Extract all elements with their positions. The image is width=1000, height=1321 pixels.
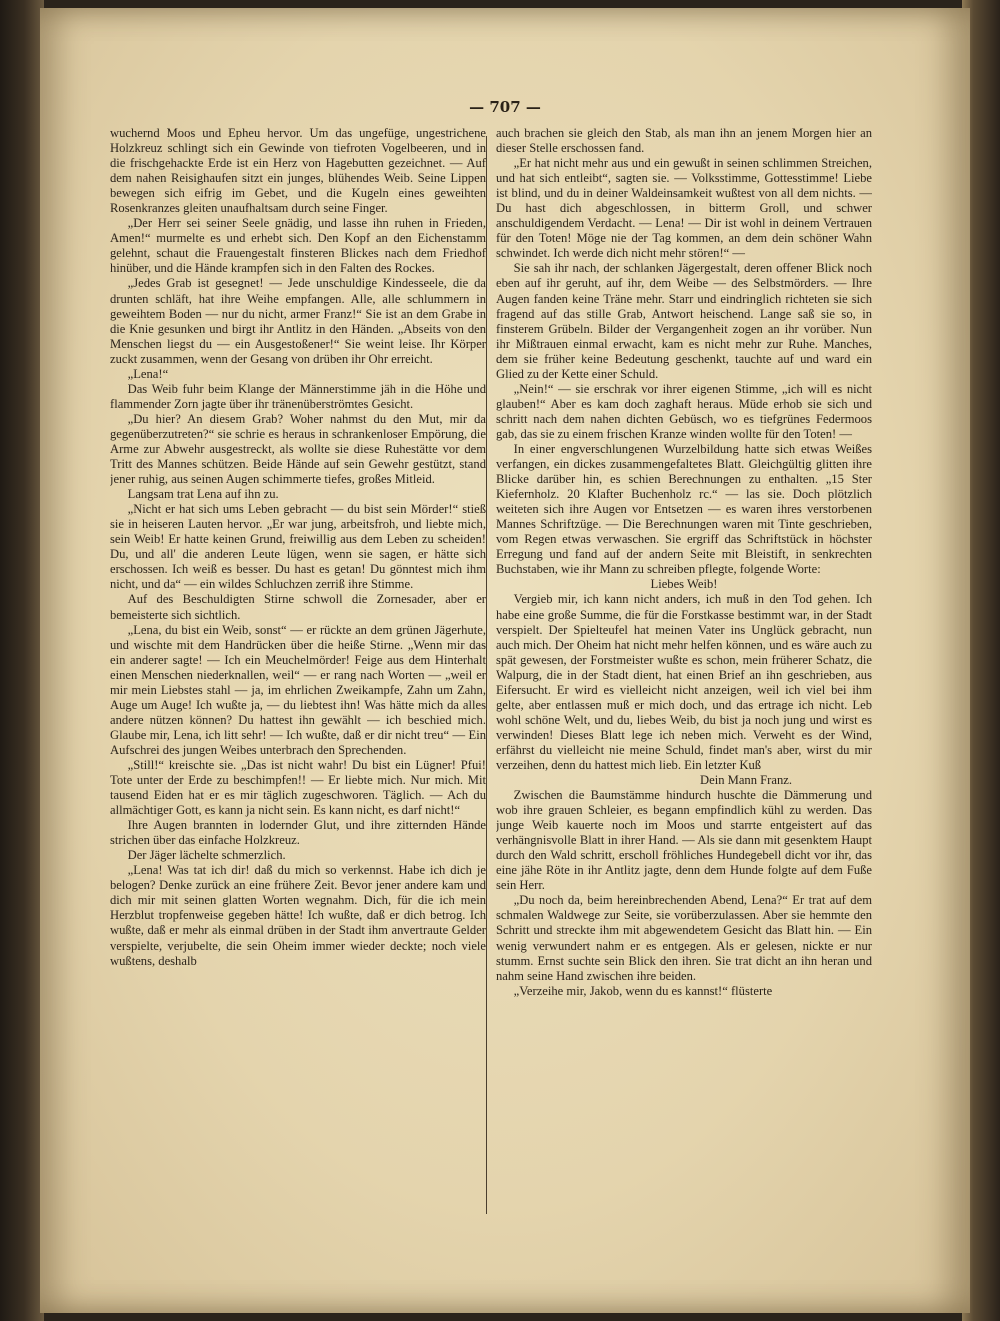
paragraph: „Lena! Was tat ich dir! daß du mich so verkennst. Habe ich dich je belogen? Denke zurück an eine frühere Zeit. Bevor jener andere kam und dich mir mit seinen glatten Worten wegnahm. Dich, für die ich mein Herzblut tropfenweise gegeben hätte! Ich wußte, daß er dich betrog. Ich wußte, daß er mehr als einmal drüben in der Stadt ihm anvertraute Gelder verspielte, verjubelte, die sein Oheim immer wieder deckte; noch viele wußtens, deshalb xyxy=(110,863,486,968)
paragraph: Ihre Augen brannten in lodernder Glut, und ihre zitternden Hände strichen über das einfache Holzkreuz. xyxy=(110,818,486,848)
paragraph: „Er hat nicht mehr aus und ein gewußt in seinen schlimmen Streichen, und hat sich entleibt“, sagten sie. — Volksstimme, Gottesstimme! Liebe ist blind, und du in deiner Waldeinsamkeit wußtest von all dem nichts. — Du hast dich abgeschlossen, in bitterm Groll, und schwer anschuldigendem Verdacht. — Lena! — Dir ist wohl in deinem Vertrauen für den Toten! Möge nie der Tag kommen, an dem dein schöner Wahn schwindet. Ich werde dich nicht mehr stören!“ — xyxy=(496,156,872,261)
paragraph: Liebes Weib! xyxy=(650,577,718,592)
left-text-column xyxy=(110,126,486,1226)
paragraph: „Still!“ kreischte sie. „Das ist nicht wahr! Du bist ein Lügner! Pfui! Tote unter der Erde zu beschimpfen!! — Er liebte mich. Nur mich. Mit tausend Eiden hat er es mir täglich zugeschworen. Täglich. — Ach du allmächtiger Gott, es kann ja nicht sein. Es kann nicht, es darf nicht!“ xyxy=(110,757,486,818)
paragraph: In einer engverschlungenen Wurzelbildung hatte sich etwas Weißes verfangen, ein dickes zusammengefaltetes Blatt. Gleichgültig glitten ihre Blicke darüber hin, es schien Berechnungen zu enthalten. „15 Ster Kiefernholz. 20 Klafter Buchenholz rc.“ — las sie. Doch plötzlich weiteten sich ihre Augen vor Entsetzen — es waren ihres verstorbenen Mannes Schriftzüge. — Die Berechnungen waren mit Tinte geschrieben, vom Regen etwas verwaschen. Sie ergriff das Schriftstück in höchster Erregung und fand auf der andern Seite mit Bleistift, in senkrechten Buchstaben, wie ihr Mann zu schreiben pflegte, folgende Worte: xyxy=(496,441,872,577)
right-text-column xyxy=(496,126,872,1216)
paragraph: Auf des Beschuldigten Stirne schwoll die Zornesader, aber er bemeisterte sich sichtlich. xyxy=(110,592,486,622)
paragraph: Das Weib fuhr beim Klange der Männerstimme jäh in die Höhe und flammender Zorn jagte über ihr tränenüberströmtes Gesicht. xyxy=(110,381,486,411)
paragraph: Vergieb mir, ich kann nicht anders, ich muß in den Tod gehen. Ich habe eine große Summe, die für die Forstkasse bestimmt war, in der Stadt verspielt. Der Spielteufel hat meinen Vater ins Unglück gebracht, nun auch mich. Der Oheim hat nicht mehr helfen können, und es wäre auch zu spät gewesen, der Forstmeister wußte es schon, mein früherer Schatz, die Walpurg, die in der Stadt dient, hat einen Brief an ihn geschrieben, aus Eifersucht. Er wird es vielleicht nicht anzeigen, weil ich viel bei ihm gelte, aber entlassen muß er mich doch, und das ertrage ich nicht. Leb wohl schöne Welt, und du, liebes Weib, du bist ja noch jung und wirst es verwinden! Dieses Blatt lege ich neben mich. Verweht es der Wind, erfährst du vielleicht nie meine Schuld, findet man's aber, wirst du mir verzeihen, denn du hattest mich lieb. Ein letzter Kuß xyxy=(496,592,872,772)
paragraph: „Jedes Grab ist gesegnet! — Jede unschuldige Kindesseele, die da drunten schläft, hat ihre Weihe empfangen. Alle, alle schlummern in geweihtem Boden — nur du nicht, armer Franz!“ Sie ist an dem Grabe in die Knie gesunken und birgt ihr Antlitz in den Händen. „Abseits von den Menschen liegst du — ein Ausgestoßener!“ Sie weint leise. Ihr Körper zuckt zusammen, wenn der Gesang von drüben ihr Ohr erreicht. xyxy=(110,276,486,366)
paragraph: wuchernd Moos und Epheu hervor. Um das ungefüge, ungestrichene Holzkreuz schlingt sich ein Gewinde von tiefroten Vogelbeeren, und in die frischgehackte Erde ist ein Herz von Hagebutten gezeichnet. — Auf dem nahen Reisighaufen sitzt ein junges, blühendes Weib. Seine Lippen bewegen sich eifrig im Gebet, und die Kugeln eines geweihten Rosenkranzes gleiten unaufhaltsam durch seine Finger. xyxy=(110,126,486,216)
paragraph: „Nicht er hat sich ums Leben gebracht — du bist sein Mörder!“ stieß sie in heiseren Lauten hervor. „Er war jung, arbeitsfroh, und liebte mich, sein Weib! Er hatte keinen Grund, freiwillig aus dem Leben zu scheiden! Du, und all' die anderen Leute lügen, wenn sie sagen, er hätte sich erschossen. Ich weiß es besser. Du hast es getan! Du gönntest mich ihm nicht, und da“ — ein wildes Schluchzen zerriß ihre Stimme. xyxy=(110,502,486,592)
paragraph: „Lena, du bist ein Weib, sonst“ — er rückte an dem grünen Jägerhute, und wischte mit dem Handrücken über die heiße Stirne. „Wenn mir das ein anderer sagte! — Ich ein Meuchelmörder! Feige aus dem Hinterhalt einen Menschen niederknallen, weil“ — er rang nach Worten — „weil er mir mein Liebstes stahl — ja, im ehrlichen Zweikampfe, Zahn um Zahn, Auge um Auge! Ich wußte ja, — du liebtest ihn! Was hätte mich da alles andere nützen können? Du hattest ihn gewählt — ich beschied mich. Glaube mir, Lena, ich litt sehr! — Ich wußte, daß er dir nicht treu“ — Ein Aufschrei des jungen Weibes unterbrach den Sprechenden. xyxy=(110,622,486,757)
paragraph: auch brachen sie gleich den Stab, als man ihn an jenem Morgen hier an dieser Stelle erschossen fand. xyxy=(496,126,872,156)
paragraph: Langsam trat Lena auf ihn zu. xyxy=(127,487,279,502)
paragraph: Sie sah ihr nach, der schlanken Jägergestalt, deren offener Blick noch eben auf ihr geruht, auf ihr, dem Weibe — des Selbstmörders. — Ihre Augen fanden keine Träne mehr. Starr und eindringlich richteten sie sich fragend auf das stille Grab, Antwort heischend. Lange saß sie so, in finsterem Grübeln. Bilder der Vergangenheit zogen an ihr vorüber. Nun ihr Mißtrauen einmal erwacht, kam es nicht mehr zur Ruhe. Manches, dem sie früher keine Bedeutung geschenkt, tauchte auf und ward ein Glied zu der Kette einer Schuld. xyxy=(496,261,872,381)
paragraph: „Lena!“ xyxy=(127,366,169,381)
paragraph: „Nein!“ — sie erschrak vor ihrer eigenen Stimme, „ich will es nicht glauben!“ Aber es kam doch zaghaft heraus. Müde erhob sie sich und schritt nach dem nahen dichten Gebüsch, wo es tiefgrünes Federmoos gab, das sie zu einem frischen Kranze winden wollte für den Toten! — xyxy=(496,381,872,441)
paragraph: „Du noch da, beim hereinbrechenden Abend, Lena?“ Er trat auf dem schmalen Waldwege zur Seite, sie vorüberzulassen. Aber sie hemmte den Schritt und streckte ihm mit abgewendetem Gesicht das Blatt hin. — Ein wenig verwundert nahm er es entgegen. Als er gelesen, nickte er nur stumm. Ernst suchte sein Blick den ihren. Sie trat dicht an ihn heran und nahm seine Hand zwischen ihre beiden. xyxy=(496,893,872,983)
paragraph: Zwischen die Baumstämme hindurch huschte die Dämmerung und wob ihre grauen Schleier, es begann empfindlich kühl zu werden. Das junge Weib kauerte noch im Moos und starrte entgeistert auf das verhängnisvolle Blatt in ihrer Hand. — Als sie dann mit gesenktem Haupt durch den Wald schritt, erscholl fröhliches Hundegebell dicht vor ihr, das eine jähe Röte in ihr Antlitz jagte, denn dem Hunde folgte auf dem Fuße sein Herr. xyxy=(496,788,872,893)
paragraph: Der Jäger lächelte schmerzlich. xyxy=(127,848,286,863)
paragraph: „Verzeihe mir, Jakob, wenn du es kannst!“ flüsterte xyxy=(513,983,773,998)
book-page xyxy=(40,8,970,1313)
column-divider xyxy=(486,136,487,1214)
paragraph: „Der Herr sei seiner Seele gnädig, und lasse ihn ruhen in Frieden, Amen!“ murmelte es und erhebt sich. Den Kopf an den Eichenstamm gelehnt, schaut die Frauengestalt finsteren Blickes nach dem Friedhof hinüber, und die Hände krampfen sich in den Falten des Rockes. xyxy=(110,216,486,276)
book-binding-left xyxy=(0,0,44,1321)
paragraph: Dein Mann Franz. xyxy=(700,773,792,788)
page-number: — 707 — xyxy=(469,98,541,116)
paragraph: „Du hier? An diesem Grab? Woher nahmst du den Mut, mir da gegenüberzutreten?“ sie schrie es heraus in schrankenloser Empörung, die Arme zur Abwehr ausgestreckt, als wollte sie diese Ruhestätte vor dem Tritt des Mannes schützen. Beide Hände auf sein Gewehr gestützt, stand jener ruhig, aus seinen Augen schimmerte tiefes, großes Mitleid. xyxy=(110,411,486,487)
